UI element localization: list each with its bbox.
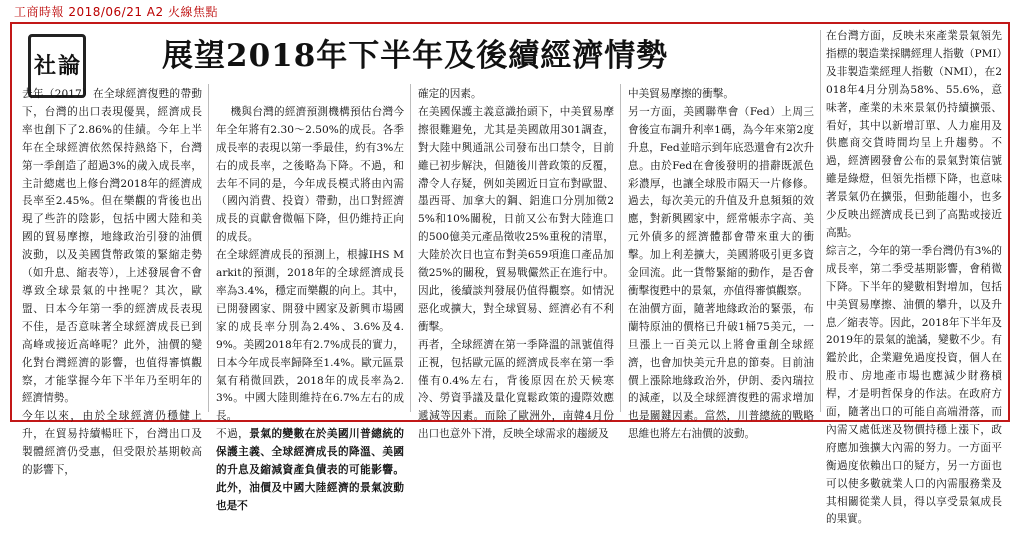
- article-column-2-text: 機與台灣的經濟預測機構預估台灣今年全年將有2.30～2.50%的成長。各季成長率的表現以第一季最佳，約有3%左右的成長率，之後略為下降。不過，和去年不同的是，今年成長模式將由內需（國內消費、投資）帶動，出口對經濟成長的貢獻會微幅下降，但仍維持正向的成長。 在全球經濟成長的預測上，根據IHS Markit的預測，2018年的全球經濟成長率為3.4%，穩定而樂觀的向上。其中，已開發國家、開發中國家及新興市場國家的成長率分別為2.4%、3.6%及4.9%。美國2018年有2.7%成長的實力，日本今年成長率歸降至1.4%。歐元區景氣有稍微回跌，2018年的成長率為2.3%。中國大陸則維持在6.7%左右的成長。 不過，: [216, 105, 404, 441]
- column-divider: [820, 30, 821, 412]
- editorial-frame: [10, 22, 1010, 526]
- column-divider: [620, 84, 621, 412]
- column-divider: [208, 84, 209, 412]
- seal-char-1: 社: [33, 53, 56, 79]
- article-column-1: 去年（2017）在全球經濟復甦的帶動下，台灣的出口表現優異，經濟成長率也創下了2.86%的佳績。今年上半年在全球經濟依然保持熱絡下，台灣第一季創造了超過3%的歲入成長率，主計總處也上修台灣2018年的經濟成長率至2.45%。但在樂觀的背後也出現了些許的陰影，包括中國大陸和美國的貿易摩擦，地緣政治引發的油價波動，以及美國貨幣政策的緊縮走勢（如升息、縮表等），上述發展會不會導致全球景氣的中挫呢？其次，歐盟、日本今年第一季的經濟成長表現不佳，是否意味著全球經濟成長已到高峰或接近高峰呢？此外，油價的變化對台灣經濟的影響，也值得審慎觀察，才能掌握今年下半年乃至明年的經濟情勢。 今年以來，由於全球經濟仍穩健上升，在貿易持續暢旺下，台灣出口及製體經濟仍受惠，但受限於基期較高的影響下，: [22, 88, 202, 477]
- article-column-4: 中美貿易摩擦的衝擊。 另一方面，美國聯準會（Fed）上周三會後宣布調升利率1碼，為今年來第2度升息，Fed並暗示到年底恐還會有2次升息。由於Fed在會後發明的措辭既派色彩濃厚，也讓全球股市隔天一片修修。過去，每次美元的升值及升息頻頻的效應，對新興國家中，經常帳赤字高、美元外債多的經濟體都會帶來重大的衝擊。加上利差擴大，美國將吸引更多資金回流。此一貨幣緊縮的動作，是否會衝擊復甦中的景氣，亦值得審慎觀察。 在油價方面，隨著地緣政治的緊張，布蘭特原油的價格已升破1桶75美元，一旦漲上一百美元以上將會重創全球經濟，也會加快美元升息的節奏。目前油價上漲除地緣政治外，伊朗、委內瑞拉的減產，以及全球經濟復甦的需求增加也是關鍵因素。當然，川普總統的戰略思維也將左右油價的波動。: [628, 88, 814, 441]
- masthead: 工商時報 2018/06/21 A2 火線焦點: [14, 5, 218, 19]
- highlight-passage: 景氣的變數在於美國川普總統的保護主義、全球經濟成長的降溫、美國的升息及縮減資產負債表的可能影響。此外，油價及中國大陸經濟的景氣波動也是不: [216, 428, 405, 512]
- article-column-2: [216, 86, 405, 512]
- article-column-5: 在台灣方面，反映未來產業景氣領先指標的製造業採購經理人指數（PMI）及非製造業經理人指數（NMI），在2018年4月分別為58%、55.6%，意味著，產業的未來景氣仍持續擴張、看好，其中以新增訂單、人力雇用及供應商交貨時間均呈上升趨勢。不過，經濟國發會公布的景氣對策信號雖是綠燈，但領先指標下降，也意味著景氣仍在擴張，但動能趨小，也多少反映出經濟成長已到了高點或接近高點。 綜言之，今年的第一季台灣仍有3%的成長率，第二季受基期影響，會稍微下降。下半年的變數相對增加，包括中美貿易摩擦、油價的攀升，以及升息／縮表等。因此，2018年下半年及2019年的景氣的詭譎，變數不少。有鑑於此，企業避免過度投資，個人在股市、房地產市場也應減少財務槓桿，才是明哲保身的作法。在政府方面，隨著出口的可能自高端滑落，而內需又處低迷及物價持穩上漲下，政府應加強擴大內需的努力。一方面平衡過度依賴出口的疑方，另一方面也可以使多數就業人口的內需服務業及其相關從業人員，得以享受景氣成長的果實。: [826, 30, 1002, 526]
- headline: 展望2018年下半年及後續經濟情勢: [162, 38, 669, 74]
- article-column-3: 確定的因素。 在美國保護主義意識抬頭下，中美貿易摩擦很難避免，尤其是美國啟用301調查，對大陸中興通訊公司發布出口禁令，目前雖已初步解決，但隨後川普政策的反覆，滯令人存疑，例如美國近日宣布對歐盟、墨西哥、加拿大的鋼、鋁進口分別加徵25%和10%關稅，日前又公布對大陸進口的500億美元產品徵收25%重稅的清單，大陸於次日也宣布對美659項進口產品加徵25%的關稅，貿易戰儼然正在進行中。因此，後續談判發展仍值得觀察。如情況惡化或擴大，對全球貿易、經濟必有不利衝擊。 再者，全球經濟在第一季降溫的訊號值得正視，包括歐元區的經濟成長率在第一季僅有0.4%左右，背後原因在於天候寒冷、勞資爭議及量化寬鬆政策的邊際效應遞減等因素。而除了歐洲外，南韓4月份出口也意外下滑，反映全球需求的趨緩及: [418, 88, 614, 441]
- seal-char-2: 論: [58, 53, 81, 79]
- column-divider: [410, 84, 411, 412]
